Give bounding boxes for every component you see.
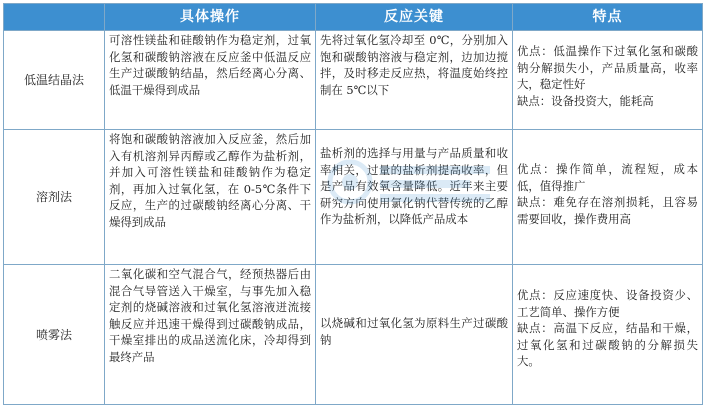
- header-reaction-key: 反应关键: [384, 9, 444, 25]
- features-cell: [513, 160, 702, 264]
- table-header: [4, 4, 702, 30]
- process-comparison-table: [3, 3, 703, 405]
- method-spray: 喷雾法: [35, 327, 72, 342]
- features-cell: [513, 286, 702, 404]
- method-solvent: 溶剂法: [35, 190, 72, 205]
- operation-cell: 将饱和碳酸钠溶液加入反应釜，然后加入有机溶剂异丙醇或乙醇作为盐析剂，并加入可溶性镁盐和硅酸钠作为稳定剂，再加入过氧化氢，在 0-5℃条件下反应，生产的过碳酸钠经离心分离、干燥得到成品: [109, 132, 311, 229]
- cons-text: 缺点：高温下反应，结晶和干燥，过氧化氢和过碳酸钠的分解损失大。: [517, 321, 698, 369]
- reaction-key-cell: 以烧碱和过氧化氢为原料生产过碳酸钠: [320, 316, 508, 347]
- header-features: 特点: [592, 9, 623, 25]
- reaction-key-cell: 先将过氧化氢冷却至 0℃，分别加入饱和碳酸钠溶液与稳定剂，边加边搅拌，及时移走反应热，将温度始终控制在 5℃以下: [320, 33, 508, 97]
- pros-text: 优点：反应速度快、设备投资少、工艺简单、操作方便: [517, 288, 698, 319]
- header-operation: 具体操作: [180, 9, 240, 25]
- cons-text: 缺点：难免存在溶剂损耗，且容易需要回收，操作费用高: [517, 195, 698, 226]
- cons-text: 缺点：设备投资大，能耗高: [517, 93, 654, 108]
- pros-text: 优点：低温操作下过氧化氢和碳酸钠分解损失小，产品质量高，收率大，稳定性好: [517, 44, 698, 92]
- features-cell: [513, 42, 702, 129]
- pros-text: 优点：操作简单，流程短，成本低，值得推广: [517, 162, 698, 193]
- operation-cell: 二氧化碳和空气混合气，经预热器后由混合气导管送入干燥室，与事先加入稳定剂的烧碱溶液和过氧化氢溶液迸流接触反应并迅速干燥得到过碳酸钠成品，干燥室排出的成品送流化床，冷却得到最终产品: [109, 267, 311, 364]
- method-low-temp-crystallization: 低温结晶法: [23, 73, 84, 88]
- reaction-key-cell: 盐析剂的选择与用量与产品质量和收率相关，过量的盐析剂提高收率，但是产品有效氧含量降低。近年来主要研究方向使用氯化钠代替传统的乙醇作为盐析剂，以降低产品成本: [320, 146, 508, 227]
- operation-cell: 可溶性镁盐和硅酸钠作为稳定剂，过氧化氢和碳酸钠溶液在反应釜中低温反应生产过碳酸钠结晶，然后经离心分离、低温干燥得到成品: [109, 33, 311, 97]
